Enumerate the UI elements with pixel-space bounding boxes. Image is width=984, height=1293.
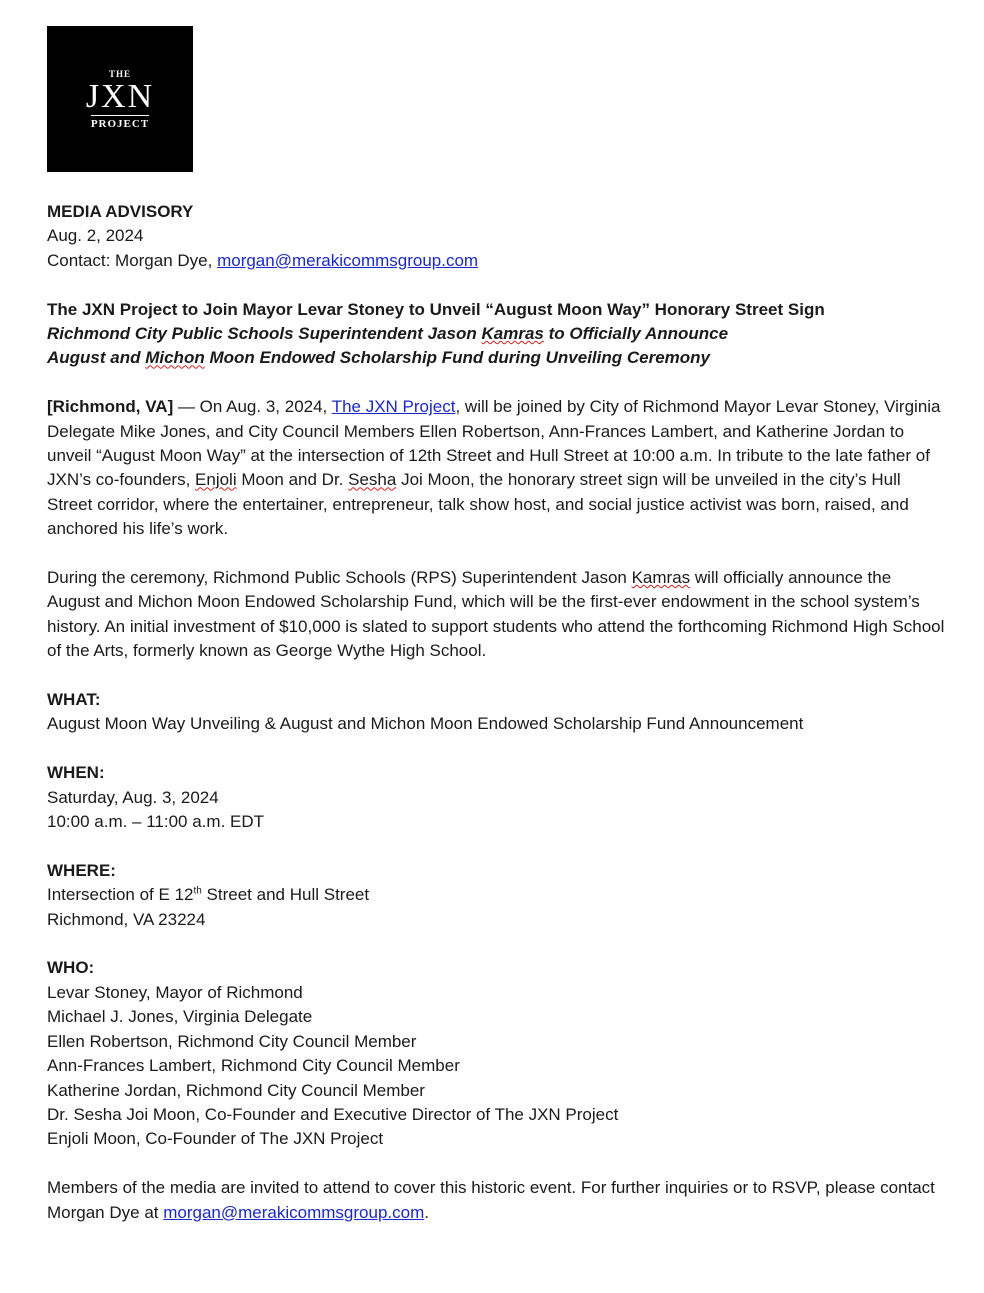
para1-s2: , will be joined by City of Richmond Mayor Levar Stoney, Virginia Delegate Mike Jones, and City Council Members Ellen Robertson, Ann-Frances Lambert, and Katherine Jordan to unveil “August Moon Way” at the intersection of 12th Street and Hull Street at 10:00 a.m. In tribute to the late father of JXN’s co-founders,: [47, 397, 941, 490]
jxn-project-link[interactable]: The JXN Project: [331, 397, 456, 417]
para2-kamras: Kamras: [631, 568, 691, 588]
closing-s2: .: [424, 1202, 429, 1222]
paragraph-1: [47, 395, 947, 541]
what-label: WHAT:: [47, 690, 101, 710]
who-person: Katherine Jordan, Richmond City Council Member: [47, 1080, 425, 1100]
paragraph-2: [47, 566, 947, 664]
what-section: [47, 688, 947, 737]
who-person: Michael J. Jones, Virginia Delegate: [47, 1007, 313, 1027]
sub2-b: Moon Endowed Scholarship Fund during Unveiling Ceremony: [204, 348, 711, 368]
what-text: August Moon Way Unveiling & August and Michon Moon Endowed Scholarship Fund Announcement: [47, 714, 804, 734]
para2-s2: will officially announce the August and Michon Moon Endowed Scholarship Fund, which will be the first-ever endowment in the school system’s history. An initial investment of $10,000 is slated to support students who attend the forthcoming Richmond High School of the Arts, formerly known as George Wythe High School.: [47, 568, 945, 661]
logo-jxn: JXN: [85, 77, 155, 115]
logo-project: PROJECT: [91, 115, 149, 130]
where-line1-b: Street and Hull Street: [201, 885, 370, 905]
press-release-page: [47, 26, 947, 1225]
advisory-contact: [47, 249, 947, 273]
who-person: Dr. Sesha Joi Moon, Co-Founder and Executive Director of The JXN Project: [47, 1104, 619, 1124]
para2-s1: During the ceremony, Richmond Public Schools (RPS) Superintendent Jason: [47, 568, 632, 588]
headline-title: The JXN Project to Join Mayor Levar Stoney to Unveil “August Moon Way” Honorary Street Sign: [47, 299, 825, 319]
who-label: WHO:: [47, 958, 95, 978]
headline-subtitle-2: [47, 346, 947, 370]
closing-s1: Members of the media are invited to attend to cover this historic event. For further inquiries or to RSVP, please contact Morgan Dye at: [47, 1178, 935, 1222]
sub1-a: Richmond City Public Schools Superintendent Jason: [47, 324, 482, 344]
closing-paragraph: [47, 1176, 947, 1225]
where-line-2: Richmond, VA 23224: [47, 909, 206, 929]
when-section: [47, 761, 947, 834]
who-section: [47, 956, 947, 1151]
sub1-b: to Officially Announce: [543, 324, 729, 344]
para1-enjoli: Enjoli: [195, 470, 237, 490]
advisory-label: MEDIA ADVISORY: [47, 202, 194, 221]
where-label: WHERE:: [47, 860, 116, 880]
when-time: 10:00 a.m. – 11:00 a.m. EDT: [47, 812, 265, 832]
who-person: Enjoli Moon, Co-Founder of The JXN Project: [47, 1129, 384, 1149]
para1-s1: — On Aug. 3, 2024,: [173, 397, 332, 417]
contact-prefix: Contact: Morgan Dye,: [47, 250, 218, 270]
para1-s3: Moon and Dr.: [236, 470, 349, 490]
advisory-date: Aug. 2, 2024: [47, 226, 144, 246]
who-person: Ann-Frances Lambert, Richmond City Council Member: [47, 1056, 460, 1076]
sub2-michon: Michon: [145, 348, 205, 368]
where-line1-sup: th: [193, 885, 202, 897]
who-person: Levar Stoney, Mayor of Richmond: [47, 982, 303, 1002]
when-date: Saturday, Aug. 3, 2024: [47, 787, 219, 807]
headline-subtitle-1: [47, 322, 947, 346]
closing-email-link[interactable]: morgan@merakicommsgroup.com: [163, 1202, 425, 1222]
headline-block: [47, 298, 947, 371]
where-line-1: [47, 883, 947, 907]
para1-s4: Joi Moon, the honorary street sign will be unveiled in the city’s Hull Street corridor, where the entertainer, entrepreneur, talk show host, and social justice activist was born, raised, and anchored his life’s work.: [47, 470, 909, 539]
para1-sesha: Sesha: [348, 470, 397, 490]
when-label: WHEN:: [47, 763, 105, 783]
where-line1-a: Intersection of E 12: [47, 885, 194, 905]
dateline: [Richmond, VA]: [47, 397, 174, 417]
logo-the: THE: [108, 68, 131, 79]
jxn-project-logo: [47, 26, 193, 172]
sub2-a: August and: [47, 348, 146, 368]
sub1-kamras: Kamras: [481, 324, 544, 344]
advisory-header: [47, 200, 947, 273]
where-section: [47, 859, 947, 932]
who-person: Ellen Robertson, Richmond City Council Member: [47, 1031, 417, 1051]
contact-email-link[interactable]: morgan@merakicommsgroup.com: [217, 250, 479, 270]
